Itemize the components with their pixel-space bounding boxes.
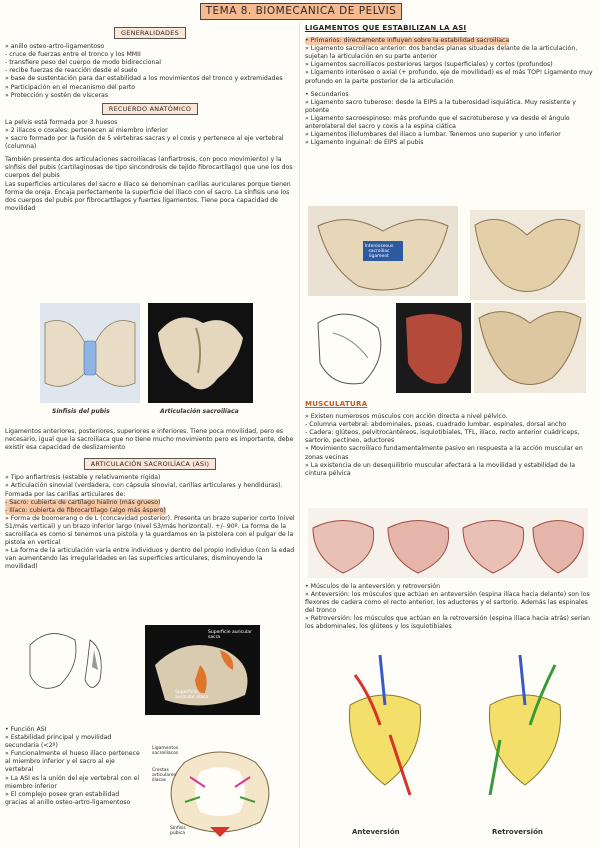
red-ligament-illustration [396,303,471,393]
paragraph: Las superficies articulares del sacro e ilíaco se denominan carillas auriculares porque tienen forma de oreja. Encaja perfectamente la superficie del ilíaco con el sacro. La sínfisis une los dos cuerpos del pubis por fibrocartílagos y fuertes ligamentos. Tiene poca capacidad de movilidad [5,180,291,212]
list-item: » anillo osteo-artro-ligamentoso [5,43,105,51]
retroversion-figure [470,645,580,825]
list-item: » Ligamento interóseo o axial (+ profundo, eje de movilidad) es el más TOP! Ligamento muy profundo en la parte posterior de la articulación [305,69,593,85]
ring-label: Sínfisis púbica [170,826,186,836]
list-item: • Secundarios [305,90,349,98]
fig-label: Superficie auricular sacra [208,630,252,640]
list-item: » base de sustentación para dar estabilidad a los movimientos del tronco y extremidades [5,75,283,83]
page-title: TEMA 8. BIOMECANICA DE PELVIS [200,3,402,20]
ligament-sketch [308,303,393,393]
list-item: - transfiere peso del cuerpo de modo bidireccional [5,59,161,67]
muscle-figures [308,508,588,578]
paragraph: También presenta dos articulaciones sacroilíacas (anfiartrosis, con poco movimiento) y la sínfisis del pubis (cartilaginosas de tipo sincondrosis de tejido fibrocartílago) que une los dos cuerpos del pubis [5,156,293,180]
left-column [5,24,295,213]
list-item: » Anteversión: los músculos que actúan en anteversión (espina ilíaca hacia delante) son los flexores de cadera como el recto anterior, los aductores y el sartorio. Además las espinales del tronco [305,591,590,615]
list-item: » Ligamento sacro tuberoso: desde la EIPS a la tuberosidad isquiática. Muy resistente y potente [305,98,576,114]
paragraph: » 2 ilíacos o coxales: pertenecen al miembro inferior [5,126,168,134]
fig-label: Interosseous sacroiliac ligament [364,244,394,259]
list-item: » Articulación sinovial (verdadera, con cápsula sinovial, carillas articulares y hendiduras). Formada por las carillas articulares de: [5,482,283,498]
generalidades-list [5,43,295,100]
anteversion-figure [330,645,440,825]
list-item: - Cadera: glúteos, pelvitrocantéreos, isquiotibiales, TFL, ilíaco, recto anterior cuádriceps, sartorio, pectíneo, aductores [305,429,580,445]
ring-label: Ligamentos sacroilíacos [152,746,179,756]
pubic-symphysis-figure [40,303,140,403]
list-item: - cruce de fuerzas entre el tronco y los MMII [5,51,141,59]
list-item: - Columna vertebral: abdominales, psoas, cuadrado lumbar, espinales, dorsal ancho [305,421,567,429]
paragraph: La pelvis está formada por 3 huesos [5,118,118,126]
list-item: » Movimiento sacroilíaco fundamentalmente pasivo en respuesta a la acción muscular en zonas vecinas [305,445,583,461]
funcion-asi [5,726,140,807]
list-item: » Forma de boomerang o de L (concavidad posterior). Presenta un brazo superior corto (nivel S1/más vertical) y un brazo inferior largo (nivel S3/más horizontal). +/- 90º. La forma de la sacroilíaca es como si tenemos una pistola y la guardamos en la pistolera con el pulgar de la pistola en vertical [5,514,295,547]
list-item: » Retroversión: los músculos que actúan en la retroversión (espina ilíaca hacia atrás) serían los abdominales, los glúteos y los isquiotibiales [305,615,590,631]
paragraph: » sacro formado por la fusión de 5 vértebras sacras y el coxis y pertenece al eje vertebral (columna) [5,135,284,151]
left-after-figs [5,428,295,572]
asi-sketch [20,625,120,705]
sacroiliac-caption: Articulación sacroilíaca [160,408,239,415]
list-item: » La existencia de un desequilibrio muscular afectará a la movilidad y estabilidad de la cintura pélvica [305,461,576,477]
muscle-illustrations [308,508,588,578]
fig-label: Superficie auricular ilíaca [175,690,209,700]
sacroiliac-ligament-photo [396,303,471,393]
asi-heading: ARTICULACIÓN SACROILÍACA (ASI) [84,458,217,470]
anteversion-illustration [330,645,440,825]
list-item: » Tipo anfiartrosis (estable y relativamente rígida) [5,474,161,482]
posterior-pelvis-illustration [470,210,585,300]
sacrotuberous-figure [474,303,586,393]
list-item: » Ligamentos sacroilíacos posteriores largos (superficiales) y cortos (profundos) [305,61,553,69]
list-item: » La ASI es la unión del eje vertebral con el miembro inferior [5,774,140,790]
pubic-symphysis-illustration [40,303,140,403]
list-item: - Sacro: cubierta de cartílago hialino (más grueso) [5,498,161,506]
right-column [305,24,595,147]
list-item: » Ligamento sacroilíaco anterior: dos bandas planas situadas delante de la articulación, sujetan la articulación en su parte anterior [305,45,578,61]
retroversion-illustration [470,645,580,825]
musculatura-section [305,400,595,478]
recuerdo-heading: RECUERDO ANATÓMICO [102,103,198,115]
list-item: - Ilíaco: cubierta de fibrocartílago (algo más áspero) [5,506,166,514]
posterior-pelvis-figure [470,210,585,300]
list-item: » El complejo posee gran estabilidad gracias al anillo osteo-artro-ligamentoso [5,790,131,806]
list-item: • Primarios: directamente influyen sobre la estabilidad sacroilíaca [305,37,510,45]
musculatura-heading: MUSCULATURA [305,400,368,408]
ligamentos-heading: LIGAMENTOS QUE ESTABILIZAN LA ASI [305,24,467,32]
asi-line-drawing [20,625,120,705]
ligament-line-drawing [308,303,393,393]
list-item: • Músculos de la anteversión y retroversión [305,583,440,590]
list-item: » Estabilidad principal y movilidad secundaria (<2º) [5,734,112,750]
list-item: • Función ASI [5,726,47,733]
sacroiliac-bone-illustration [148,303,253,403]
list-item: » Ligamento inguinal: de EIPS al pubis [305,139,424,147]
paragraph: Ligamentos anteriores, posteriores, superiores e inferiores. Tiene poca movilidad, pero es necesario, igual que la sacroilíaca que no tiene mucho movimiento pero es importante, debe existir esa capacidad de deslizamiento [5,428,294,452]
anteversion-caption: Anteversión [352,828,400,836]
sacroiliac-photo [148,303,253,403]
list-item: » Funcionalmente el hueso ilíaco pertenece al miembro inferior y el sacro al eje vertebral [5,750,140,774]
ante-retro-section [305,583,595,632]
retroversion-caption: Retroversión [492,828,543,836]
list-item: » Existen numerosos músculos con acción directa a nivel pélvico. [305,413,508,421]
pubis-caption: Sínfisis del pubis [52,408,110,415]
list-item: - recibe fuerzas de reacción desde el suelo [5,67,138,75]
sacrotuberous-illustration [474,303,586,393]
column-divider [299,22,300,848]
list-item: » Ligamento sacroespinoso: más profundo que el sacrotuberoso y va desde el ángulo anterolateral del sacro y coxis a la espina ciática [305,114,570,131]
ring-label: Crestas articulares ilíacas [152,768,176,783]
list-item: » Participación en el mecanismo del parto [5,83,136,91]
list-item: » La forma de la articulación varía entre individuos y dentro del propio individuo (con la edad van aumentando las irregularidades en las superficies articulares, disminuyendo la movilidad) [5,547,295,571]
list-item: » Protección y sostén de vísceras [5,91,109,99]
list-item: » Ligamentos iliolumbares del ilíaco a lumbar. Tenemos uno superior y uno inferior [305,131,561,139]
recuerdo-text [5,119,295,213]
generalidades-heading: GENERALIDADES [114,27,186,39]
